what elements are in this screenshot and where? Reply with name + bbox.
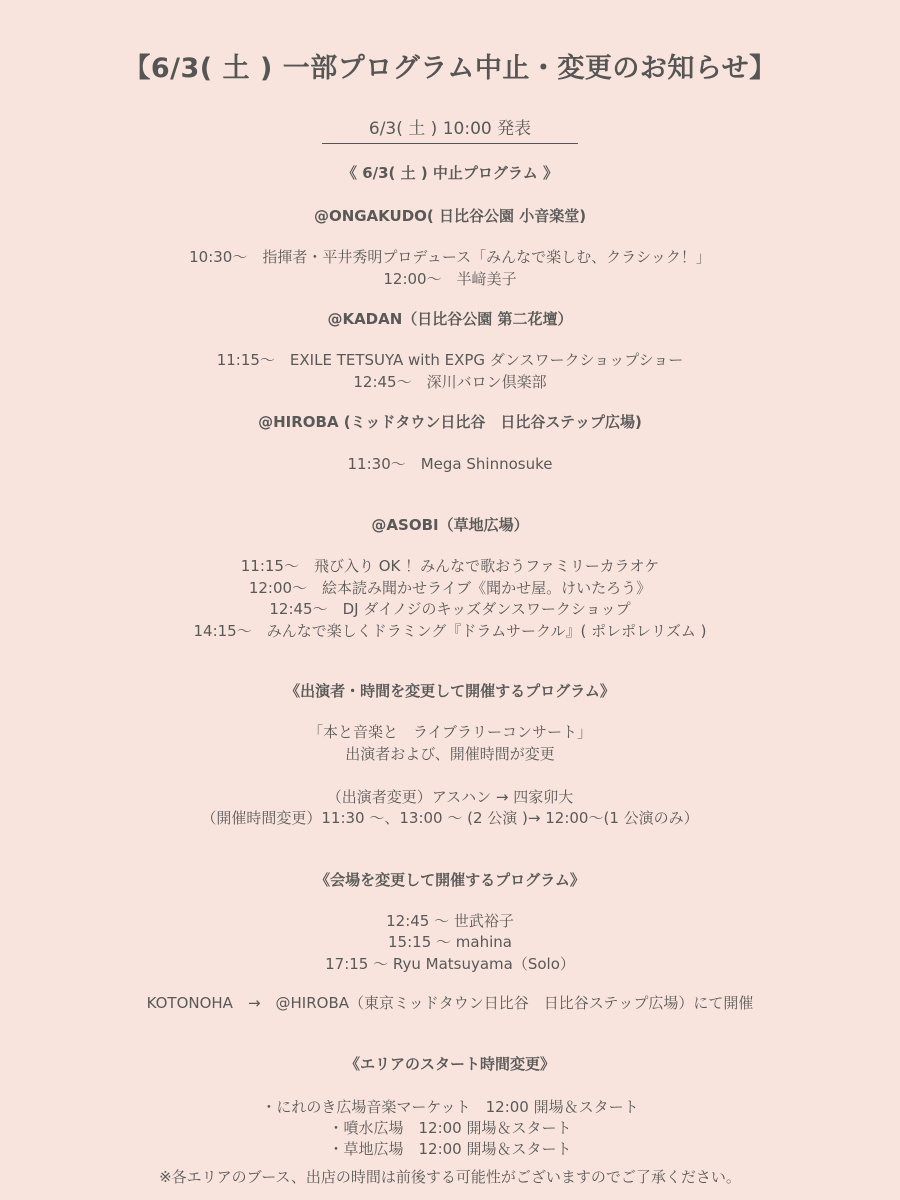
performer-change: （出演者変更）アスハン → 四家卯大	[326, 788, 574, 806]
list-item: 15:15 〜 mahina	[388, 933, 512, 951]
changed-time-heading: 《出演者・時間を変更して開催するプログラム》	[285, 682, 615, 700]
kadan-heading: @KADAN（日比谷公園 第二花壇）	[327, 310, 573, 328]
list-item: 12:45〜 DJ ダイノジのキッズダンスワークショップ	[269, 600, 631, 618]
list-item: 11:15〜 飛び入り OK ！みんなで歌おうファミリーカラオケ	[240, 557, 660, 575]
footnote: ※各エリアのブース、出店の時間は前後する可能性がございますのでご了承ください。	[159, 1168, 741, 1186]
hiroba-heading: @HIROBA (ミッドタウン日比谷 日比谷ステップ広場)	[258, 413, 642, 431]
notice-title: 【6/3( 土 ) 一部プログラム中止・変更のお知らせ】	[123, 53, 777, 84]
announcement-time: 6/3( 土 ) 10:00 発表	[322, 114, 578, 144]
cancelled-heading: 《 6/3( 土 ) 中止プログラム 》	[341, 164, 559, 182]
venue-change-note: KOTONOHA → @HIROBA（東京ミッドタウン日比谷 日比谷ステップ広場）にて開催	[146, 994, 754, 1012]
list-item: 17:15 〜 Ryu Matsuyama（Solo）	[325, 955, 575, 973]
list-item: ・草地広場 12:00 開場＆スタート	[328, 1140, 572, 1158]
list-item: 12:45 〜 世武裕子	[386, 912, 514, 930]
list-item: 10:30〜 指揮者・平井秀明プロデュース「みんなで楽しむ、クラシック！」	[189, 248, 711, 266]
time-change: （開催時間変更）11:30 〜、13:00 〜 (2 公演 )→ 12:00〜(1 公演のみ）	[201, 809, 699, 827]
list-item: ・噴水広場 12:00 開場＆スタート	[328, 1119, 572, 1137]
changed-venue-heading: 《会場を変更して開催するプログラム》	[315, 871, 585, 889]
list-item: 11:15〜 EXILE TETSUYA with EXPG ダンスワークショップショー	[216, 351, 684, 369]
list-item: 12:00〜 半﨑美子	[383, 270, 517, 288]
list-item: 14:15〜 みんなで楽しくドラミング『ドラムサークル』( ポレポレリズム )	[193, 622, 707, 640]
start-times-heading: 《エリアのスタート時間変更》	[344, 1055, 555, 1073]
list-item: ・にれのき広場音楽マーケット 12:00 開場＆スタート	[261, 1098, 639, 1116]
list-item: 12:00〜 絵本読み聞かせライブ《聞かせ屋。けいたろう》	[248, 579, 652, 597]
ongakudo-heading: @ONGAKUDO( 日比谷公園 小音楽堂)	[313, 207, 587, 225]
list-item: 12:45〜 深川バロン倶楽部	[353, 373, 547, 391]
list-item: 11:30〜 Mega Shinnosuke	[347, 455, 553, 473]
changed-program-name: 「本と音楽と ライブラリーコンサート」	[307, 723, 593, 741]
changed-program-note: 出演者および、開催時間が変更	[345, 745, 555, 763]
asobi-heading: @ASOBI（草地広場）	[371, 516, 529, 534]
